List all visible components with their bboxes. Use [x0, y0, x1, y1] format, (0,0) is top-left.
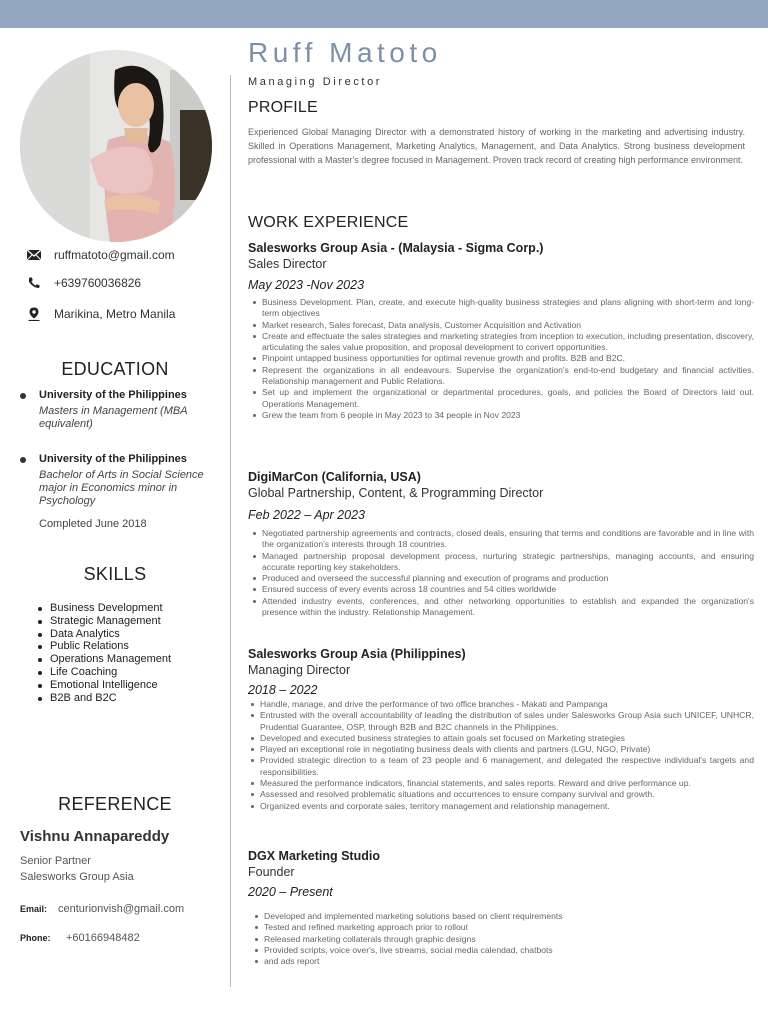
job-entry [248, 469, 754, 618]
envelope-icon [26, 248, 42, 262]
duty-item: Handle, manage, and drive the performance of two office branches - Makati and Pampanga [250, 699, 754, 710]
reference-email-label: Email: [20, 904, 48, 914]
skill-item: Data Analytics [36, 628, 171, 641]
duty-item: Attended industry events, conferences, and other networking opportunities to establish and expanded the organization's presence within the industry. Relationship Management. [252, 596, 754, 619]
job-role: Sales Director [248, 257, 327, 271]
job-role: Founder [248, 865, 295, 879]
reference-phone-value[interactable]: +60166948482 [66, 932, 140, 944]
education-school: University of the Philippines [39, 453, 187, 465]
education-completed: Completed June 2018 [39, 518, 147, 530]
job-dates: May 2023 -Nov 2023 [248, 278, 365, 292]
job-company: Salesworks Group Asia (Philippines) [248, 647, 466, 661]
duty-item: Tested and refined marketing approach prior to rollout [254, 922, 754, 933]
reference-email-value[interactable]: centurionvish@gmail.com [58, 903, 185, 915]
candidate-name: Ruff Matoto [248, 37, 442, 68]
education-heading: EDUCATION [61, 359, 169, 379]
duty-item: Organized events and corporate sales, territory management and relationship management. [250, 801, 754, 812]
reference-phone [20, 932, 140, 944]
reference-heading: REFERENCE [58, 794, 172, 814]
job-dates: 2020 – Present [248, 885, 333, 899]
contact-location [26, 307, 175, 321]
contact-email [26, 248, 175, 262]
job-role: Managing Director [248, 663, 351, 677]
email-text[interactable]: ruffmatoto@gmail.com [54, 248, 175, 262]
skill-item: Emotional Intelligence [36, 679, 171, 692]
reference-phone-label: Phone: [20, 933, 51, 943]
bullet-icon [20, 457, 26, 463]
duty-item: Create and effectuate the sales strategies and marketing strategies from inception to execution, including presentation, discovery, articulating the sales value proposition, and proposal development to convert opportunities. [252, 331, 754, 354]
header-bar [0, 0, 768, 28]
reference-email [20, 903, 184, 915]
skill-item: Strategic Management [36, 615, 171, 628]
duty-item: Represent the organizations in all endeavours. Supervise the organization's end-to-end budgetary and financial activities. Relationship management and Public Relations. [252, 365, 754, 388]
duty-item: Business Development. Plan, create, and execute high-quality business strategies and plans aligning with short-term and long-term objectives [252, 297, 754, 320]
skill-item: B2B and B2C [36, 692, 171, 705]
phone-text[interactable]: +639760036826 [54, 276, 142, 290]
skill-item: Business Development [36, 602, 171, 615]
duty-item: Released marketing collaterals through graphic designs [254, 934, 754, 945]
skill-item: Life Coaching [36, 666, 171, 679]
skill-item: Operations Management [36, 653, 171, 666]
duty-item: Entrusted with the overall accountability of leading the distribution of sales under Salesworks Group Asia such UNICEF, UNHCR, Prudential Guarantee, OSP, through B2B and B2C channels in the Philippines. [250, 710, 754, 733]
job-role: Global Partnership, Content, & Programming Director [248, 486, 544, 500]
duty-item: Provided strategic direction to a team of 23 people and 6 management, and delegated the respective individual's targets and responsibilities. [250, 755, 754, 778]
duty-item: Grew the team from 6 people in May 2023 to 34 people in Nov 2023 [252, 410, 754, 421]
job-dates: Feb 2022 – Apr 2023 [248, 508, 365, 522]
location-text: Marikina, Metro Manila [54, 307, 176, 321]
work-experience-heading: WORK EXPERIENCE [248, 214, 409, 231]
skills-list [36, 602, 171, 704]
duty-item: Produced and overseed the successful planning and execution of programs and production [252, 573, 754, 584]
map-pin-icon [26, 307, 42, 321]
duty-item: Ensured success of every events across 18 countries and 54 cities worldwide [252, 584, 754, 595]
education-degree: Bachelor of Arts in Social Science major in Economics minor in Psychology [39, 469, 204, 507]
skill-item: Public Relations [36, 640, 171, 653]
duty-item: Played an exceptional role in negotiating business deals with clients and partners (LGU, NGO, Private) [250, 744, 754, 755]
job-entry [248, 240, 754, 421]
job-duties [252, 297, 754, 421]
profile-photo [20, 50, 212, 242]
profile-summary: Experienced Global Managing Director with a demonstrated history of working in the marketing and advertising industry. Skilled in Operations Management, Marketing Analytics, Management, and Data Analytics. Strong business development professional with a Master's degree focused in Management. Proven track record of creating high performance environment. [248, 127, 745, 166]
duty-item: Measured the performance indicators, financial statements, and sales reports. Reward and drive performance up. [250, 778, 754, 789]
duty-item: Managed partnership proposal development process, nurturing strategic partnerships, managing accounts, and ensuring accurate reporting key stakeholders. [252, 551, 754, 574]
duty-item: Developed and implemented marketing solutions based on client requirements [254, 911, 754, 922]
profile-photo-illustration [20, 50, 212, 242]
job-dates: 2018 – 2022 [248, 683, 318, 697]
education-item [20, 452, 220, 530]
reference-name: Vishnu Annapareddy [20, 828, 170, 845]
job-company: Salesworks Group Asia - (Malaysia - Sigma Corp.) [248, 241, 544, 255]
column-divider [230, 75, 231, 987]
job-company: DGX Marketing Studio [248, 849, 380, 863]
education-school: University of the Philippines [39, 389, 187, 401]
job-duties [252, 528, 754, 618]
profile-heading: PROFILE [248, 99, 318, 116]
duty-item: Market research, Sales forecast, Data analysis, Customer Acquisition and Activation [252, 320, 754, 331]
duty-item: Set up and implement the organizational or departmental procedures, goals, and policies the Board of Directors laid out. Operations Management. [252, 387, 754, 410]
bullet-icon [20, 393, 26, 399]
job-duties [250, 699, 754, 812]
phone-icon [26, 276, 42, 290]
education-degree: Masters in Management (MBA equivalent) [39, 405, 188, 430]
reference-company: Salesworks Group Asia [20, 871, 134, 883]
duty-item: Assessed and resolved problematic situations and occurrences to ensure company survival and growth. [250, 789, 754, 800]
job-entry [248, 848, 754, 967]
reference-position: Senior Partner [20, 855, 91, 867]
job-duties [254, 911, 754, 967]
duty-item: Pinpoint untapped business opportunities for optimal revenue growth and profits. B2B and B2C. [252, 353, 754, 364]
duty-item: Developed and executed business strategies to attain goals set focused on Marketing strategies [250, 733, 754, 744]
skills-heading: SKILLS [83, 564, 147, 584]
duty-item: Negotiated partnership agreements and contracts, closed deals, ensuring that terms and conditions are favorable and in line with the organization's interests through 18 countries. [252, 528, 754, 551]
contact-phone [26, 276, 141, 290]
duty-item: and ads report [254, 956, 754, 967]
job-company: DigiMarCon (California, USA) [248, 470, 421, 484]
candidate-title: Managing Director [248, 76, 383, 88]
education-item [20, 388, 220, 431]
duty-item: Provided scripts, voice over's, live streams, social media calendad, chatbots [254, 945, 754, 956]
job-entry [248, 646, 754, 812]
